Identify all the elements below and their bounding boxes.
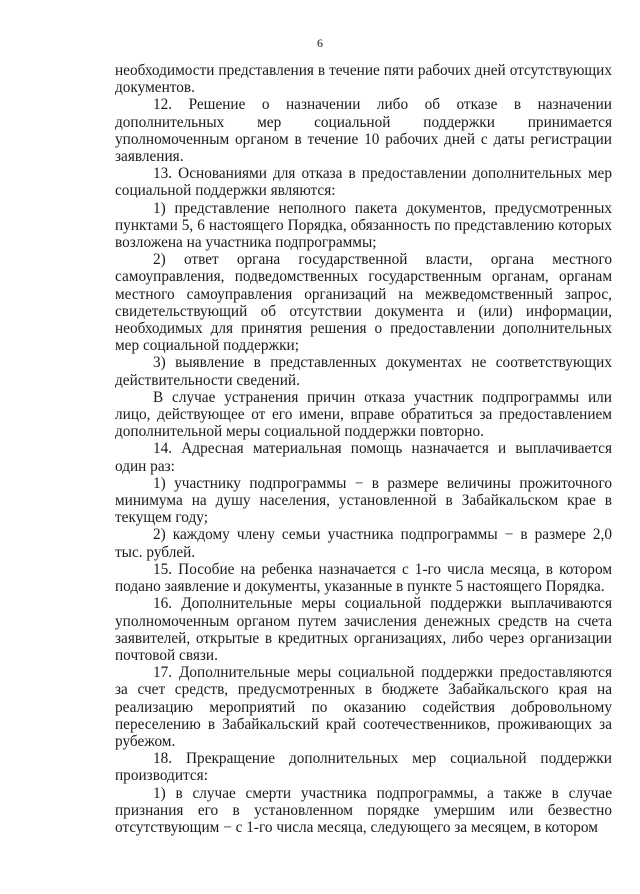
paragraph-item-13-3: 3) выявление в представленных документах не соответствующих действительности сведений. bbox=[115, 354, 612, 389]
paragraph-item-13-1: 1) представление неполного пакета документов, предусмотренных пунктами 5, 6 настоящего Порядка, обязанность по представлению которых возложена на участника подпрограммы; bbox=[115, 199, 612, 252]
paragraph-item-14-2: 2) каждому члену семьи участника подпрограммы − в размере 2,0 тыс. рублей. bbox=[115, 526, 612, 561]
paragraph-item-17: 17. Дополнительные меры социальной поддержки предоставляются за счет средств, предусмотренных в бюджете Забайкальского края на реализацию мероприятий по оказанию содействия добровольному переселению в Забайкальский край соотечественников, проживающих за рубежом. bbox=[115, 664, 612, 750]
paragraph-continuation: необходимости представления в течение пяти рабочих дней отсутствующих документов. bbox=[115, 62, 612, 97]
paragraph-item-18: 18. Прекращение дополнительных мер социальной поддержки производится: bbox=[115, 750, 612, 785]
paragraph-item-14-1: 1) участнику подпрограммы − в размере величины прожиточного минимума на душу населения, установленной в Забайкальском крае в текущем году; bbox=[115, 474, 612, 527]
page-number: 6 bbox=[317, 36, 323, 50]
paragraph-item-13-2: 2) ответ органа государственной власти, органа местного самоуправления, подведомственных государственным органам, органам местного самоуправления организаций на межведомственный запрос, свидетельствующий об отсутствии документа и (или) информации, необходимых для принятия решения о предоставлении дополнительных мер социальной поддержки; bbox=[115, 251, 612, 355]
document-body bbox=[115, 62, 612, 836]
paragraph-item-13: 13. Основаниями для отказа в предоставлении дополнительных мер социальной поддержки являются: bbox=[115, 165, 612, 200]
paragraph-item-15: 15. Пособие на ребенка назначается с 1-го числа месяца, в котором подано заявление и документы, указанные в пункте 5 настоящего Порядка. bbox=[115, 560, 612, 596]
paragraph-item-12: 12. Решение о назначении либо об отказе в назначении дополнительных мер социальной поддержки принимается уполномоченным органом в течение 10 рабочих дней с даты регистрации заявления. bbox=[115, 96, 612, 166]
paragraph-item-18-1: 1) в случае смерти участника подпрограммы, а также в случае признания его в установленном порядке умершим или безвестно отсутствующим − с 1-го числа месяца, следующего за месяцем, в котором bbox=[115, 784, 612, 836]
paragraph-reapply: В случае устранения причин отказа участник подпрограммы или лицо, действующее от его имени, вправе обратиться за предоставлением дополнительной меры социальной поддержки повторно. bbox=[115, 388, 612, 441]
paragraph-item-14: 14. Адресная материальная помощь назначается и выплачивается один раз: bbox=[115, 440, 612, 475]
paragraph-item-16: 16. Дополнительные меры социальной поддержки выплачиваются уполномоченным органом путем зачисления денежных средств на счета заявителей, открытые в кредитных организациях, либо через организации почтовой связи. bbox=[115, 595, 612, 664]
